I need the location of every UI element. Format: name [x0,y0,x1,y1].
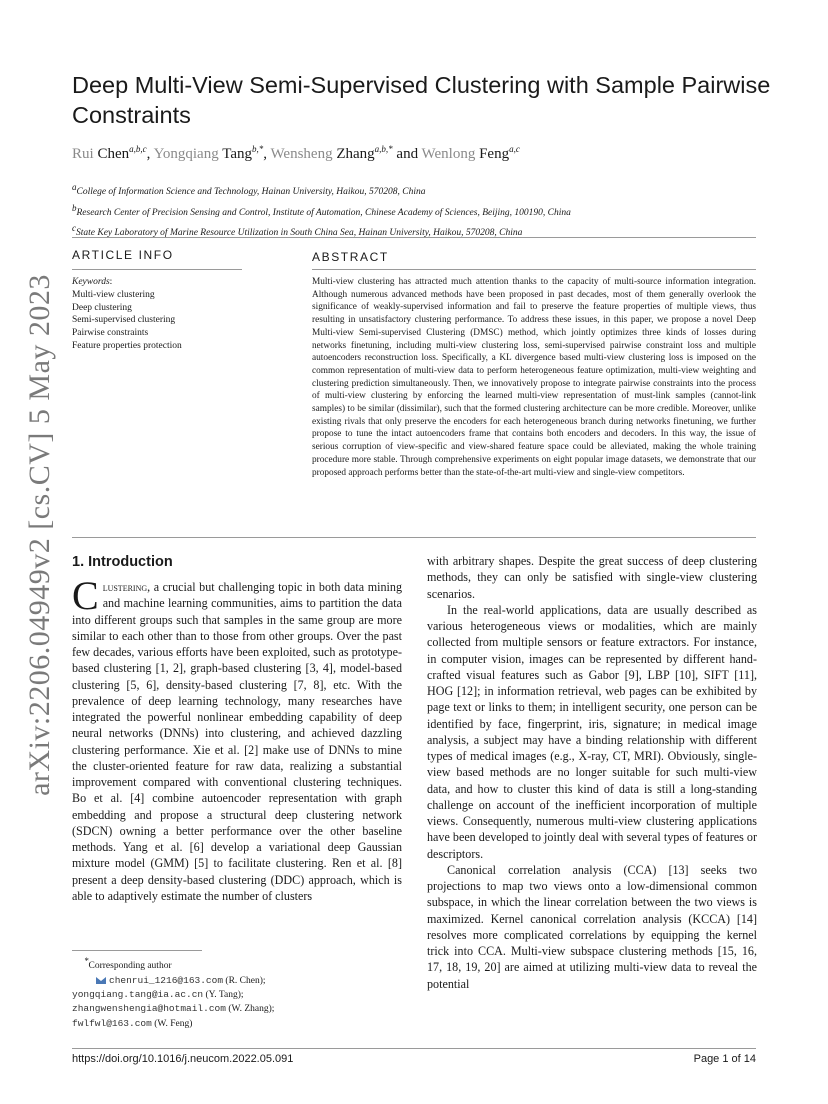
affiliation-b: $^b$Research Center of Precision Sensing and Control, Institute of Automation, Chinese Academy of Sciences, Beijing, 100190, China [72,202,571,218]
doi-link[interactable]: https://doi.org/10.1016/j.neucom.2022.05.091 [72,1053,294,1065]
author-1: Rui Chen$^{a,b,c}$, [72,144,154,162]
keyword-item: Deep clustering [72,302,132,313]
footnote-rule [72,950,202,951]
abstract-rule [312,269,756,270]
keyword-item: Feature properties protection [72,340,182,351]
author-list [72,144,772,163]
abstract-divider [72,537,756,538]
left-column [72,553,402,904]
keyword-item: Semi-supervised clustering [72,315,176,326]
intro-paragraph-2: In the real-world applications, data are usually described as various heterogeneous views or modalities, which are mainly collected from multiple sensors or feature extractors. For instance, in computer vision, images can be represented by different hand-crafted visual features such as Gabor [9], LBP [10], SIFT [11], HOG [12]; in information retrieval, web pages can be exhibited by page text or links to them; in intelligent security, one person can be identified by face, fingerprint, iris, signature; in medical image analysis, a subject may have a binding relationship with different types of medical images (e.g., X-ray, CT, MRI). Obviously, single-view based methods are no longer suitable for such multi-view data, and how to cluster this kind of data is still a long-standing challenge on account of the inefficient incorporation of multiple views. Consequently, numerous multi-view clustering applications have been developed to jointly deal with several types of features or descriptors. [427,602,757,861]
keywords-block [72,276,297,353]
right-column [427,553,757,992]
author-4: Wenlong Feng$^{a,c}$ [421,144,520,162]
article-info-heading: ARTICLE INFO [72,248,174,262]
footnote [72,955,402,1031]
email-link[interactable]: chenrui_1216@163.com [109,974,224,986]
arxiv-id: arXiv:2206.04949v2 [cs.CV] 5 May 2023 [23,274,56,796]
abstract-heading: ABSTRACT [312,250,389,264]
author-2: Yongqiang Tang$^{b,*}$, [153,144,271,162]
email-link[interactable]: fwlfwl@163.com [72,1017,152,1029]
header-divider [72,237,756,238]
introduction-heading: 1. Introduction [72,554,173,570]
affiliations [72,180,772,242]
email-line: zhangwenshengia@hotmail.com (W. Zhang); [72,1003,275,1015]
dropcap: C [72,573,99,618]
affiliation-c: $^c$State Key Laboratory of Marine Resource Utilization in South China Sea, Hainan University, Haikou, 570208, China [72,223,523,239]
footer-divider [72,1048,756,1049]
article-info-rule [72,269,242,270]
email-link[interactable]: zhangwenshengia@hotmail.com [72,1003,226,1015]
intro-paragraph-3: Canonical correlation analysis (CCA) [13] seeks two projections to map two views onto a low-dimensional common subspace, in which the linear correlation between the two views is maximized. Kernel canonical correlation analysis (KCCA) [14] resolves more complicated correlations by equipping the kernel trick into CCA. Multi-view subspace clustering methods [15, 16, 17, 18, 19, 20] are aimed at utilizing multi-view data to reveal the potential [427,862,757,991]
email-line: yongqiang.tang@ia.ac.cn (Y. Tang); [72,988,244,1000]
affiliation-a: $^a$College of Information Science and Technology, Hainan University, Haikou, 570208, China [72,182,426,198]
email-line: fwlfwl@163.com (W. Feng) [72,1017,193,1029]
page-number: Page 1 of 14 [693,1053,756,1065]
email-line: chenrui_1216@163.com (R. Chen); [72,974,402,988]
abstract-text: Multi-view clustering has attracted much attention thanks to the capacity of multi-source information integration. Although numerous advanced methods have been proposed in past decades, most of them generally overlook the significance of weakly-supervised information and fail to preserve the feature properties of multiple views, thus resulting in unsatisfactory clustering performance. To address these issues, in this paper, we propose a novel Deep Multi-view Semi-supervised Clustering (DMSC) method, which jointly optimizes three kinds of losses during networks finetuning, including multi-view clustering loss, semi-supervised pairwise constraint loss and multiple autoencoders reconstruction loss. Specifically, a KL divergence based multi-view clustering loss is imposed on the common representation of multi-view data to perform heterogeneous feature optimization, multi-view weighting and clustering prediction simultaneously. Then, we innovatively propose to integrate pairwise constraints into the process of multi-view clustering by enforcing the learned multi-view representation of must-link samples (cannot-link samples) to be similar (dissimilar), such that the formed clustering architecture can be more credible. Moreover, unlike existing rivals that only preserve the encoders for each heterogeneous branch during networks finetuning, we further propose to tune the intact autoencoders frame that contains both encoders and decoders. In this way, the issue of serious corruption of view-specific and view-shared feature space could be alleviated, making the whole training procedure more stable. Through comprehensive experiments on eight popular image datasets, we demonstrate that our proposed approach performs better than the state-of-the-art multi-view and single-view competitors. [312,277,756,478]
email-link[interactable]: yongqiang.tang@ia.ac.cn [72,988,204,1000]
author-3: Wensheng Zhang$^{a,b,*}$ and [270,144,422,162]
envelope-icon [96,977,106,984]
keyword-item: Pairwise constraints [72,328,149,339]
intro-paragraph-1: Clustering, a crucial but challenging topic in both data mining and machine learning communities, aims to partition the data into different groups such that samples in the same group are more similar to each other than to those from other groups. Over the past few decades, various efforts have been exploited, such as prototype-based clustering [1, 2], graph-based clustering [3, 4], model-based clustering [5, 6], density-based clustering [7, 8], etc. With the prevalence of deep learning technology, many researches have integrated the powerful nonlinear embedding capability of deep neural networks (DNNs) into clustering, and achieved dazzling clustering performance. Xie et al. [2] make use of DNNs to mine the cluster-oriented feature for raw data, realizing a substantial improvement compared with conventional clustering techniques. Bo et al. [4] combine autoencoder representation with graph embedding and propose a structural deep clustering network (SDCN) owning a better performance over the other baseline methods. Yang et al. [6] develop a variational deep Gaussian mixture model (GMM) [5] to facilitate clustering. Ren et al. [8] present a deep density-based clustering (DDC) approach, which is able to adaptively estimate the number of clusters [72,573,402,903]
keyword-item: Multi-view clustering [72,289,155,300]
keywords-label: Keywords: [72,277,113,287]
corresponding-note: *Corresponding author [84,956,172,972]
paper-title: Deep Multi-View Semi-Supervised Clustering with Sample Pairwise Constraints [72,72,771,128]
intro-paragraph-continued: with arbitrary shapes. Despite the great success of deep clustering methods, they can only be satisfied with single-view clustering scenarios. [427,554,757,601]
arxiv-stamp [20,274,60,796]
